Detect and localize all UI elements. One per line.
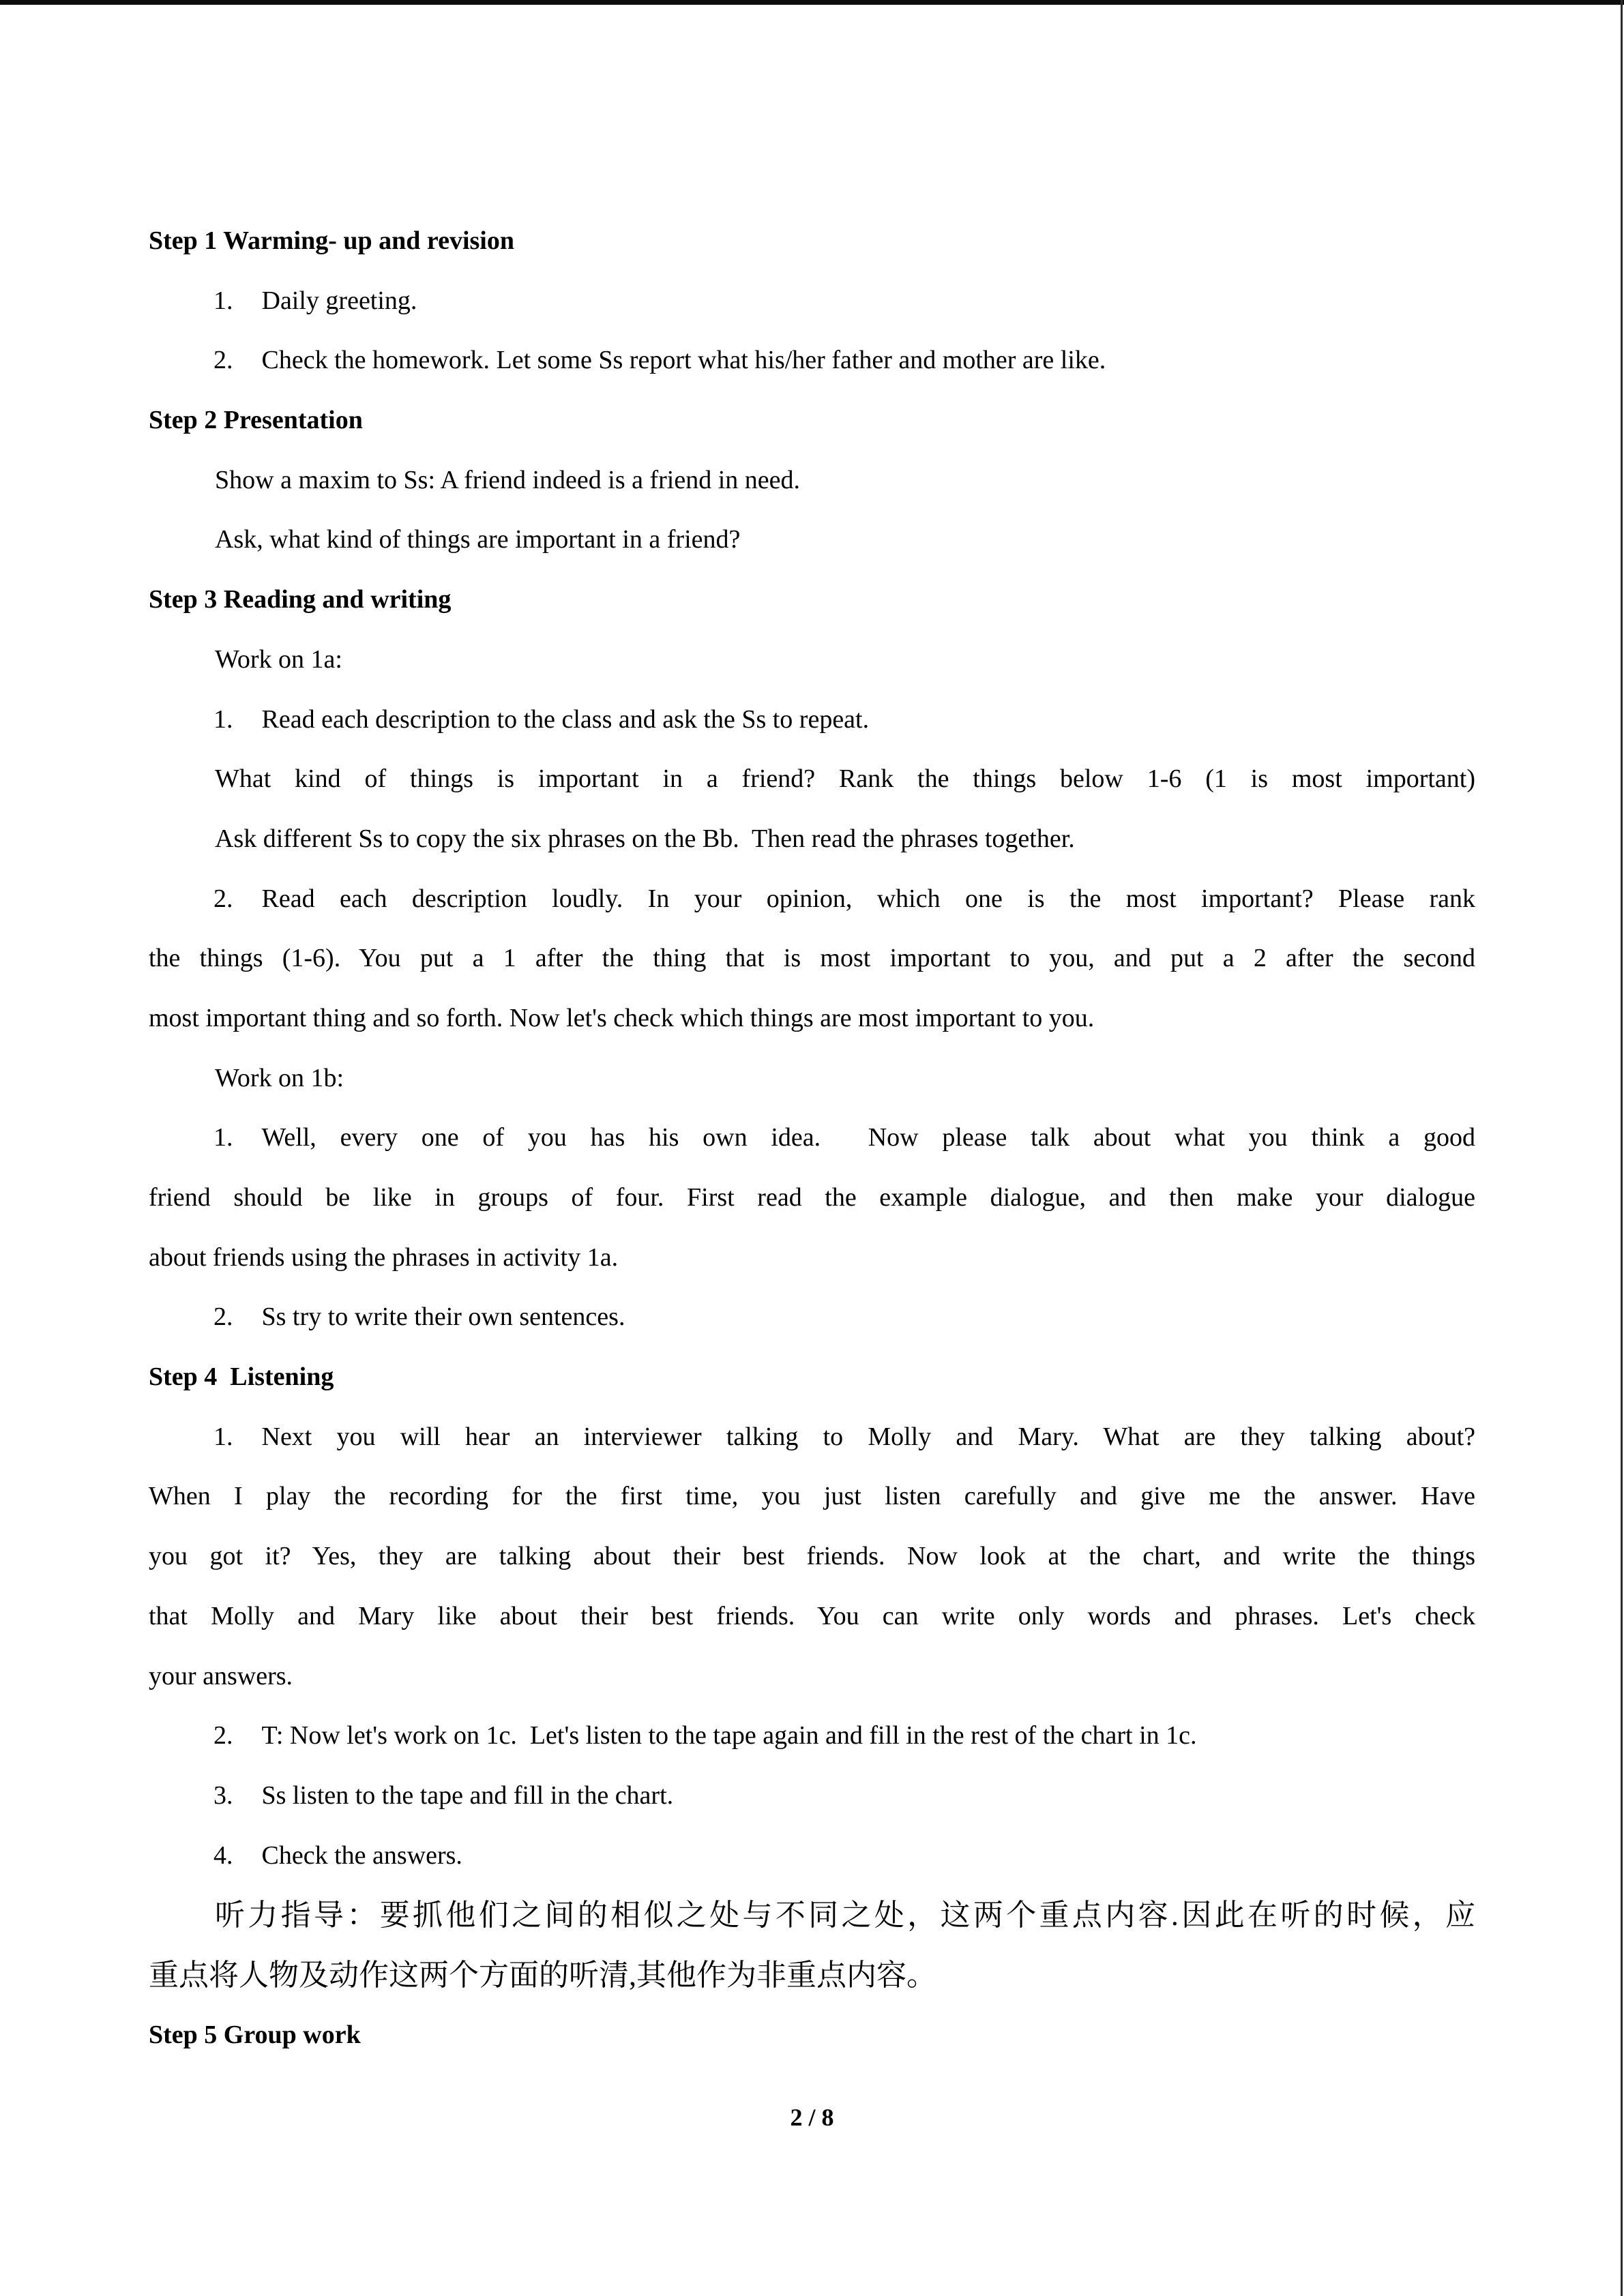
line-text: Step 2 Presentation xyxy=(149,406,363,435)
doc-line xyxy=(149,331,1475,391)
line-text: Show a maxim to Ss: A friend indeed is a friend in need. xyxy=(215,465,801,494)
doc-line xyxy=(149,809,1475,869)
line-text: T: Now let's work on 1c. Let's listen to the tape again and fill in the rest of the chart in 1c. xyxy=(261,1721,1197,1750)
line-text: your answers. xyxy=(149,1661,293,1690)
doc-line xyxy=(149,1467,1475,1527)
line-text: about friends using the phrases in activity 1a. xyxy=(149,1242,619,1272)
section-heading xyxy=(149,1347,1475,1407)
doc-line xyxy=(149,869,1475,929)
doc-line xyxy=(149,451,1475,511)
line-text: What kind of things is important in a friend? Rank the things below 1-6 (1 is most important) xyxy=(215,764,1475,794)
line-text: the things (1-6). You put a 1 after the thing that is most important to you, and put a 2 after the second xyxy=(149,944,1475,973)
doc-line xyxy=(149,1826,1475,1886)
page-top-border xyxy=(0,0,1624,5)
list-number: 2. xyxy=(213,1302,233,1332)
list-number: 1. xyxy=(213,704,233,734)
line-text: Step 1 Warming- up and revision xyxy=(149,226,514,255)
list-number: 2. xyxy=(213,346,233,375)
line-text: Work on 1a: xyxy=(215,644,342,674)
doc-line xyxy=(149,1706,1475,1766)
line-text: that Molly and Mary like about their best friends. You can write only words and phrases. Let's check xyxy=(149,1601,1475,1630)
doc-line xyxy=(149,1766,1475,1826)
doc-line xyxy=(149,1587,1475,1647)
section-heading xyxy=(149,391,1475,451)
line-text: friend should be like in groups of four. First read the example dialogue, and then make your dialogue xyxy=(149,1183,1475,1212)
line-text: Step 3 Reading and writing xyxy=(149,585,452,614)
doc-line xyxy=(149,1049,1475,1109)
doc-line xyxy=(149,1647,1475,1707)
line-text: Check the answers. xyxy=(261,1840,462,1870)
doc-line xyxy=(149,1885,1475,1945)
list-number: 4. xyxy=(213,1840,233,1870)
doc-line xyxy=(149,929,1475,989)
doc-line xyxy=(149,510,1475,570)
line-text: Step 4 Listening xyxy=(149,1362,334,1392)
doc-line xyxy=(149,749,1475,809)
doc-line xyxy=(149,1168,1475,1228)
line-text: Check the homework. Let some Ss report what his/her father and mother are like. xyxy=(261,346,1106,375)
doc-line xyxy=(149,1108,1475,1168)
line-text: Well, every one of you has his own idea. Now please talk about what you think a good xyxy=(261,1123,1475,1152)
doc-line xyxy=(149,1228,1475,1288)
line-text: Next you will hear an interviewer talking to Molly and Mary. What are they talking about? xyxy=(261,1422,1475,1451)
doc-line xyxy=(149,1287,1475,1347)
document-body xyxy=(149,211,1475,2065)
list-number: 1. xyxy=(213,1422,233,1451)
line-text: Read each description loudly. In your opinion, which one is the most important? Please rank xyxy=(261,884,1475,913)
line-text: Ss listen to the tape and fill in the chart. xyxy=(261,1780,674,1810)
list-number: 3. xyxy=(213,1780,233,1810)
page-number: 2 / 8 xyxy=(790,2104,834,2131)
doc-line xyxy=(149,630,1475,690)
page-right-border xyxy=(1621,0,1623,2296)
section-heading xyxy=(149,211,1475,271)
line-text: most important thing and so forth. Now let's check which things are most important to you. xyxy=(149,1003,1095,1032)
line-text: Step 5 Group work xyxy=(149,2020,361,2049)
doc-line xyxy=(149,271,1475,331)
doc-line xyxy=(149,1945,1475,2006)
list-number: 1. xyxy=(213,1123,233,1152)
line-text: Daily greeting. xyxy=(261,286,417,315)
section-heading xyxy=(149,570,1475,630)
list-number: 2. xyxy=(213,884,233,913)
list-number: 1. xyxy=(213,286,233,315)
line-text: Read each description to the class and ask the Ss to repeat. xyxy=(261,704,870,734)
line-text: Ask different Ss to copy the six phrases on the Bb. Then read the phrases together. xyxy=(215,824,1075,853)
doc-line xyxy=(149,690,1475,750)
doc-line xyxy=(149,1527,1475,1587)
line-text: you got it? Yes, they are talking about their best friends. Now look at the chart, and write the things xyxy=(149,1542,1475,1571)
list-number: 2. xyxy=(213,1721,233,1750)
line-text: 重点将人物及动作这两个方面的听清,其他作为非重点内容。 xyxy=(149,1958,936,1992)
doc-line xyxy=(149,989,1475,1049)
doc-line xyxy=(149,1407,1475,1467)
line-text: When I play the recording for the first time, you just listen carefully and give me the answer. Have xyxy=(149,1482,1475,1511)
line-text: Work on 1b: xyxy=(215,1063,344,1092)
section-heading xyxy=(149,2006,1475,2066)
line-text: Ask, what kind of things are important in a friend? xyxy=(215,525,741,554)
line-text: Ss try to write their own sentences. xyxy=(261,1302,625,1332)
line-text: 听力指导：要抓他们之间的相似之处与不同之处，这两个重点内容.因此在听的时候，应 xyxy=(215,1898,1475,1933)
